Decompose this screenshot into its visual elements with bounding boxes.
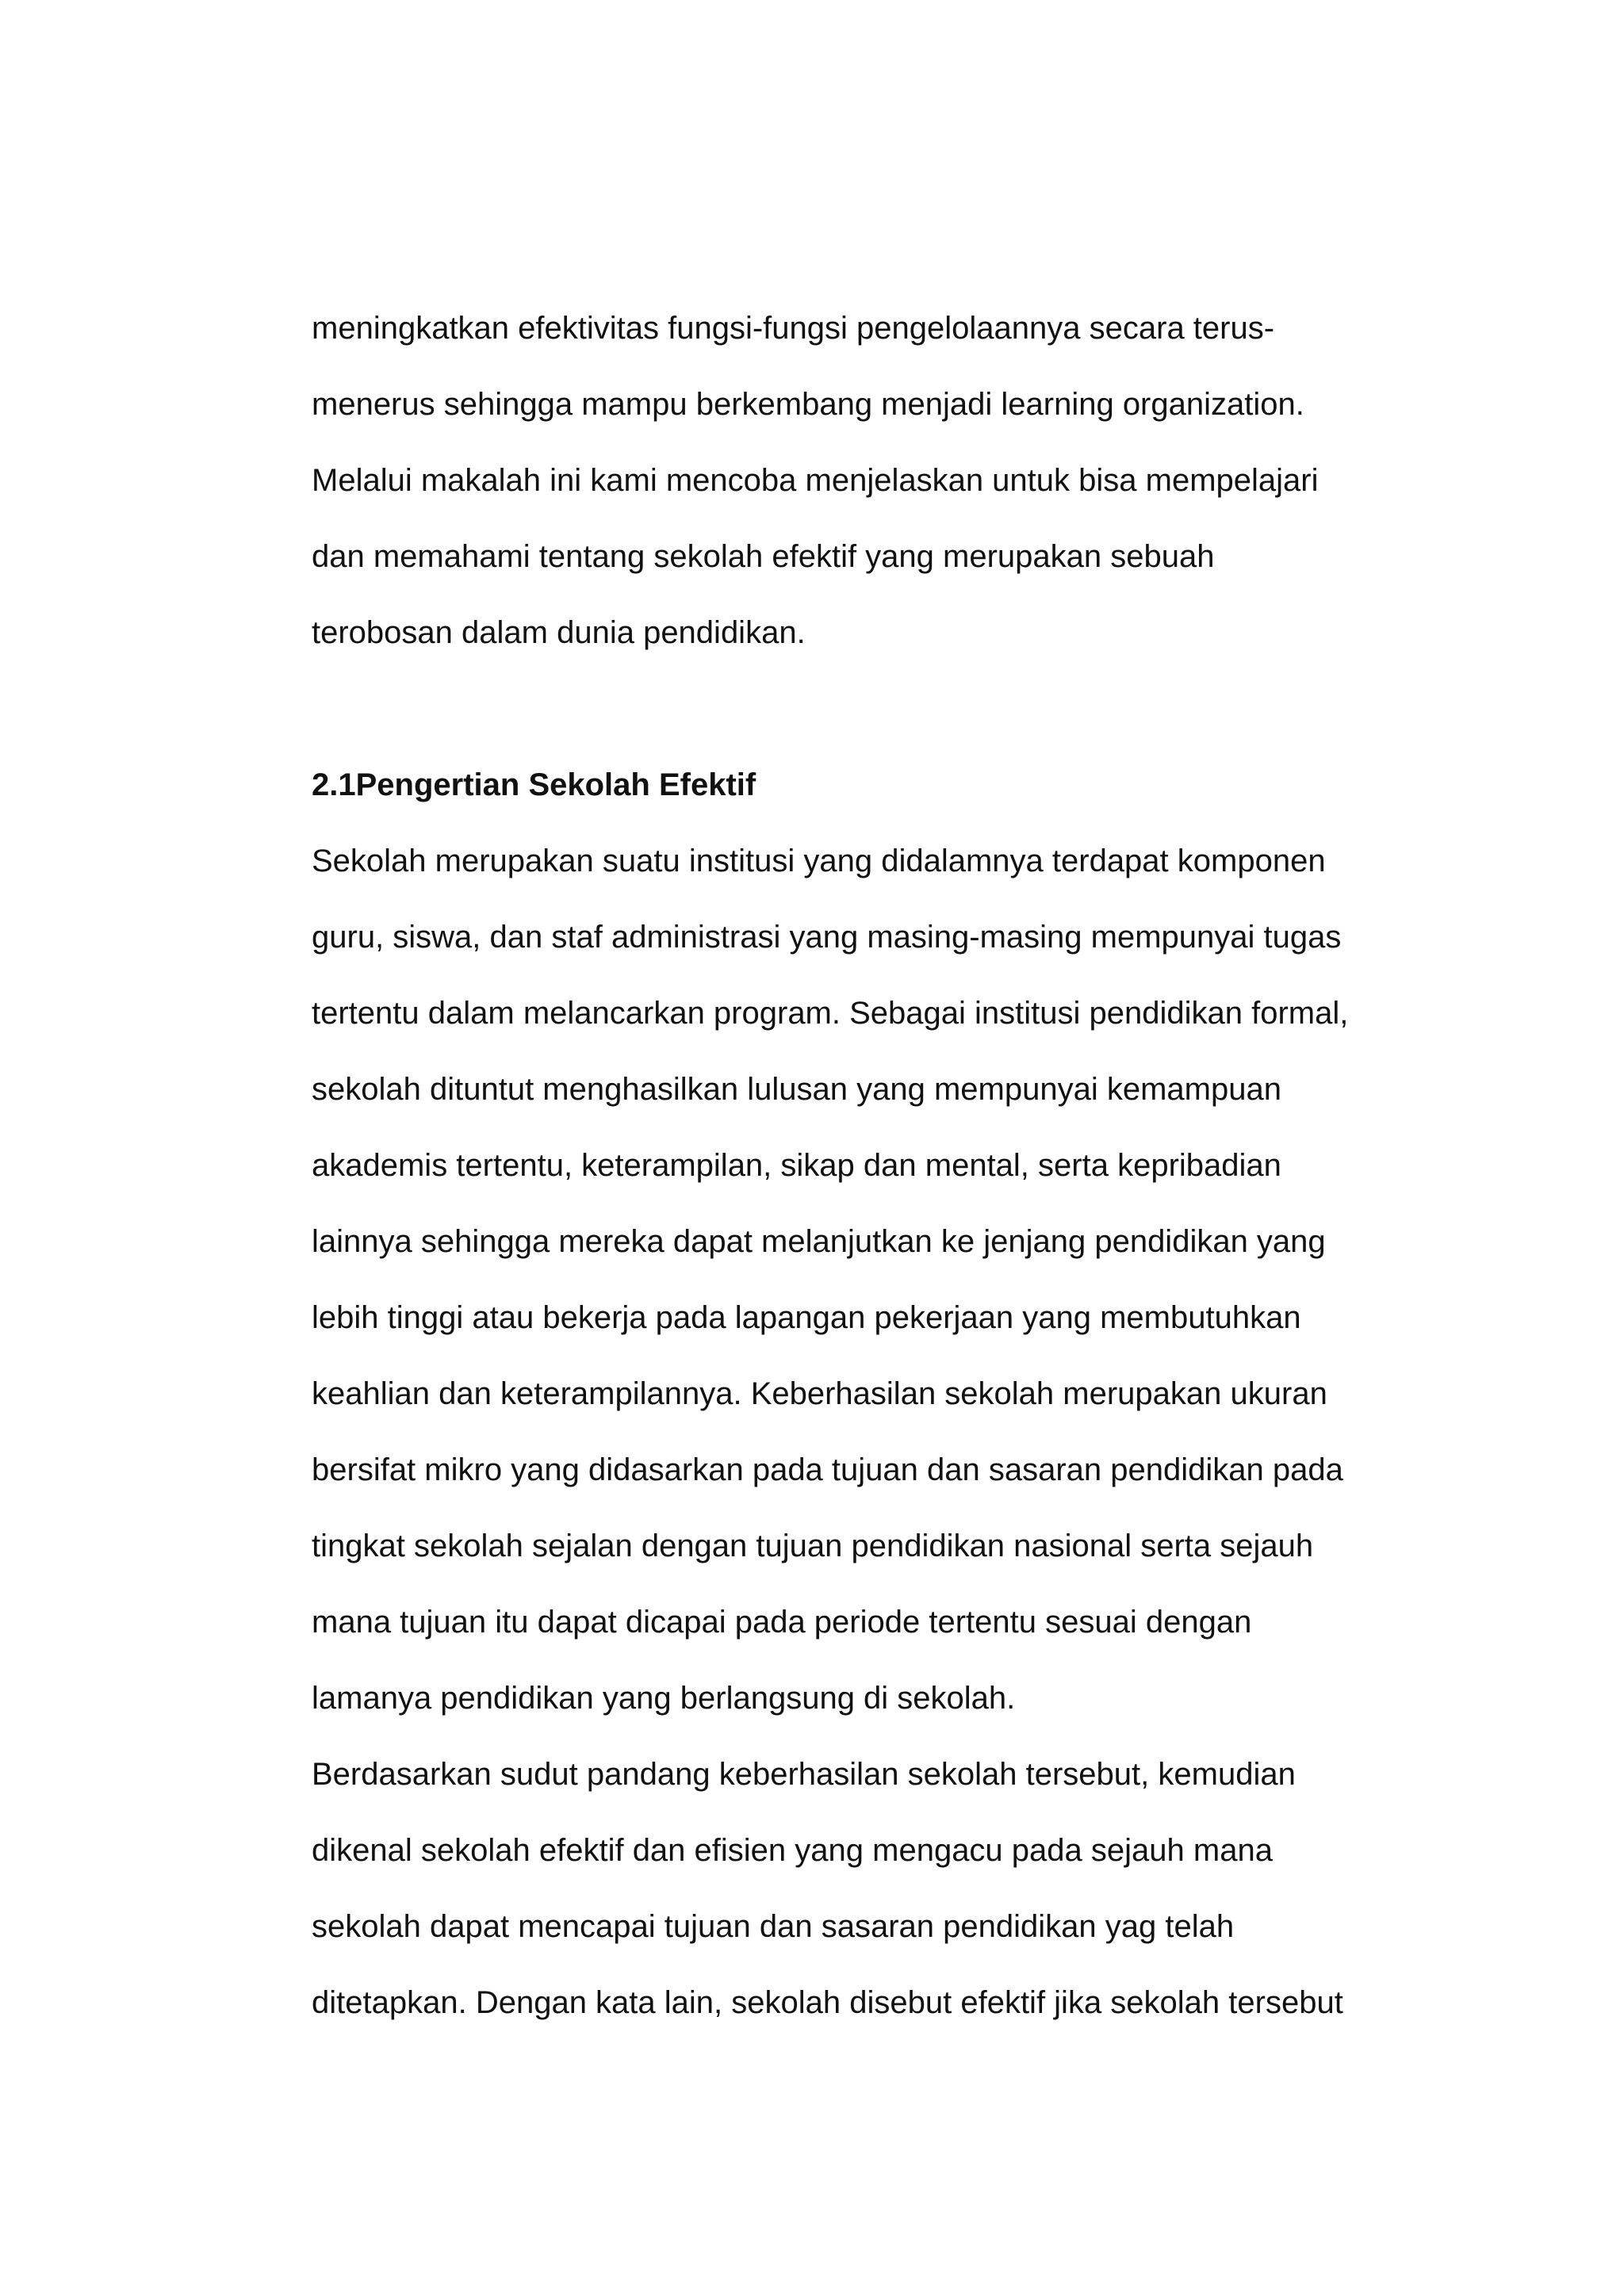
text-line: dan memahami tentang sekolah efektif yang merupakan sebuah bbox=[312, 539, 1215, 574]
text-line: meningkatkan efektivitas fungsi-fungsi pengelolaannya secara terus- bbox=[312, 311, 1275, 346]
text-line: lebih tinggi atau bekerja pada lapangan pekerjaan yang membutuhkan bbox=[312, 1300, 1301, 1335]
text-line: sekolah dapat mencapai tujuan dan sasaran pendidikan yag telah bbox=[312, 1909, 1235, 1944]
text-line: keahlian dan keterampilannya. Keberhasilan sekolah merupakan ukuran bbox=[312, 1376, 1327, 1411]
text-line: guru, siswa, dan staf administrasi yang masing-masing mempunyai tugas bbox=[312, 920, 1342, 955]
text-line: Berdasarkan sudut pandang keberhasilan sekolah tersebut, kemudian bbox=[312, 1757, 1296, 1792]
text-line: tingkat sekolah sejalan dengan tujuan pendidikan nasional serta sejauh bbox=[312, 1529, 1314, 1563]
text-line: tertentu dalam melancarkan program. Sebagai institusi pendidikan formal, bbox=[312, 996, 1349, 1031]
text-line: dikenal sekolah efektif dan efisien yang mengacu pada sejauh mana bbox=[312, 1833, 1273, 1868]
document-body bbox=[312, 290, 1406, 2041]
text-line: terobosan dalam dunia pendidikan. bbox=[312, 615, 806, 650]
text-line: akademis tertentu, keterampilan, sikap dan mental, serta kepribadian bbox=[312, 1148, 1281, 1183]
paragraph-1 bbox=[312, 823, 1406, 1736]
intro-paragraph bbox=[312, 290, 1406, 671]
text-line: mana tujuan itu dapat dicapai pada periode tertentu sesuai dengan bbox=[312, 1605, 1252, 1640]
paragraph-gap bbox=[312, 671, 1406, 747]
text-line: bersifat mikro yang didasarkan pada tujuan dan sasaran pendidikan pada bbox=[312, 1452, 1343, 1487]
paragraph-2 bbox=[312, 1736, 1406, 2041]
text-line: lamanya pendidikan yang berlangsung di sekolah. bbox=[312, 1681, 1016, 1716]
text-line: Melalui makalah ini kami mencoba menjelaskan untuk bisa mempelajari bbox=[312, 463, 1319, 498]
text-line: lainnya sehingga mereka dapat melanjutkan ke jenjang pendidikan yang bbox=[312, 1224, 1326, 1259]
text-line: ditetapkan. Dengan kata lain, sekolah disebut efektif jika sekolah tersebut bbox=[312, 1985, 1343, 2020]
text-line: sekolah dituntut menghasilkan lulusan yang mempunyai kemampuan bbox=[312, 1072, 1281, 1107]
text-line: menerus sehingga mampu berkembang menjadi learning organization. bbox=[312, 387, 1304, 422]
section-heading: 2.1Pengertian Sekolah Efektif bbox=[312, 767, 756, 802]
text-line: Sekolah merupakan suatu institusi yang didalamnya terdapat komponen bbox=[312, 844, 1326, 878]
